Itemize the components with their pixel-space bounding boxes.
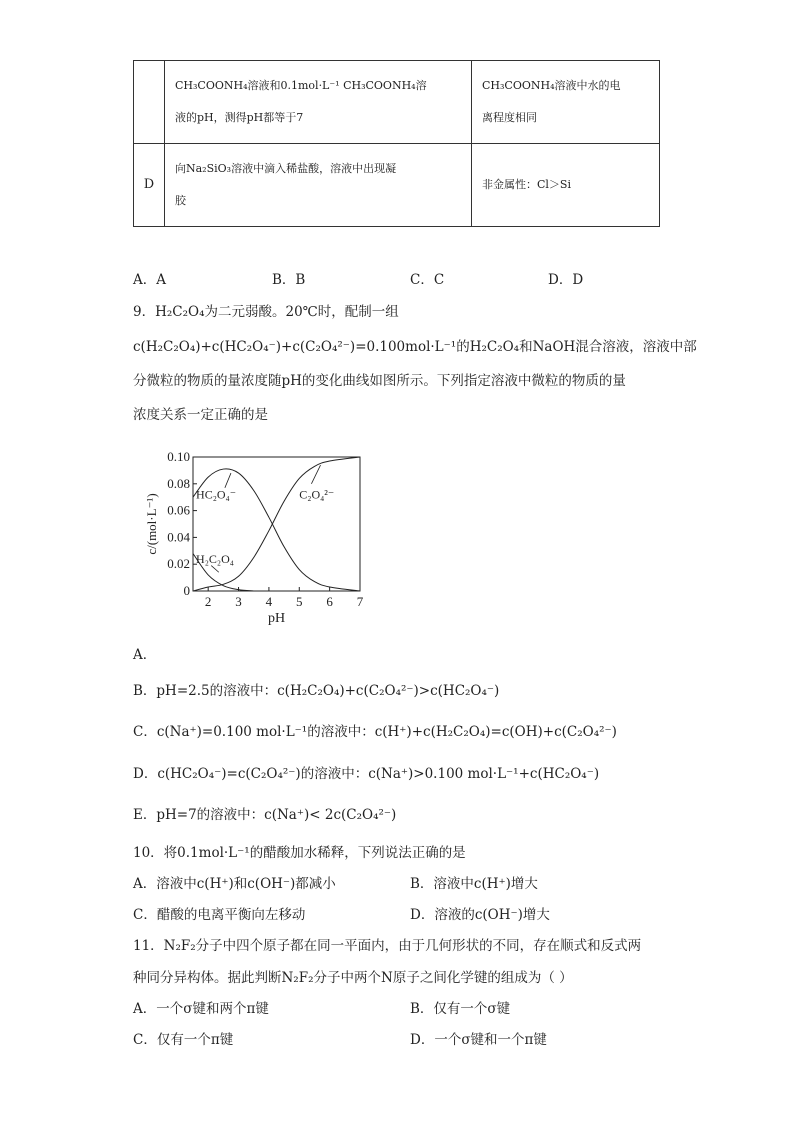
q11-option-c: C．仅有一个π键 <box>133 1032 234 1048</box>
row-label-cell: D <box>134 144 165 227</box>
q10-option-c: C．醋酸的电离平衡向左移动 <box>133 907 306 923</box>
q9-stem-line4: 浓度关系一定正确的是 <box>133 407 268 423</box>
experiment-table <box>133 60 660 227</box>
series-c2o4-curve <box>193 457 360 591</box>
q9-stem-line1: 9．H₂C₂O₄为二元弱酸。20℃时，配制一组 <box>133 304 399 320</box>
y-tick-label: 0.02 <box>167 556 190 572</box>
q9-stem-line3: 分微粒的物质的量浓度随pH的变化曲线如图所示。下列指定溶液中微粒的物质的量 <box>133 373 626 389</box>
q9-stem-line2: c(H₂C₂O₄)+c(HC₂O₄⁻)+c(C₂O₄²⁻)=0.100mol·L⁻¹的H₂C₂O₄和NaOH混合溶液，溶液中部 <box>133 339 697 355</box>
q9-option-e: E．pH=7的溶液中：c(Na⁺)< 2c(C₂O₄²⁻) <box>133 807 397 823</box>
q8-option-b: B．B <box>272 272 306 288</box>
series-label-hc2o4-leader <box>225 473 231 488</box>
series-label-hc2o4: HC₂O₄⁻ <box>196 487 237 502</box>
q11-option-a: A．一个σ键和两个π键 <box>133 1001 269 1017</box>
y-tick-label: 0.04 <box>167 529 190 545</box>
conclusion-cell: CH₃COONH₄溶液中水的电 离程度相同 <box>472 61 660 144</box>
concentration-ph-chart <box>130 445 380 635</box>
q10-option-b: B．溶液中c(H⁺)增大 <box>410 876 538 892</box>
q8-option-c: C．C <box>410 272 445 288</box>
q11-stem-line2: 种同分异构体。据此判断N₂F₂分子中两个N原子之间化学键的组成为（ ） <box>133 970 573 986</box>
q10-option-a: A．溶液中c(H⁺)和c(OH⁻)都减小 <box>133 876 336 892</box>
x-axis-label: pH <box>267 611 286 626</box>
q11-stem-line1: 11．N₂F₂分子中四个原子都在同一平面内，由于几何形状的不同，存在顺式和反式两 <box>133 938 642 954</box>
q9-option-c: C．c(Na⁺)=0.100 mol·L⁻¹的溶液中：c(H⁺)+c(H₂C₂O₄)=c(OH)+c(C₂O₄²⁻) <box>133 724 617 740</box>
conclusion-cell: 非金属性：Cl＞Si <box>472 144 660 227</box>
q11-option-b: B．仅有一个σ键 <box>410 1001 511 1017</box>
x-tick-label: 2 <box>204 594 212 609</box>
x-tick-label: 4 <box>265 594 273 609</box>
y-axis-label: c/(mol·L⁻¹) <box>144 493 159 555</box>
row-label-cell <box>134 61 165 144</box>
q8-option-d: D．D <box>548 272 584 288</box>
q8-option-a: A．A <box>133 272 166 288</box>
q10-stem: 10．将0.1mol·L⁻¹的醋酸加水稀释，下列说法正确的是 <box>133 845 466 861</box>
q9-option-b: B．pH=2.5的溶液中：c(H₂C₂O₄)+c(C₂O₄²⁻)>c(HC₂O₄⁻) <box>133 683 500 699</box>
series-label-c2o4: C₂O₄²⁻ <box>299 487 335 502</box>
plot-frame <box>193 457 360 591</box>
x-tick-label: 3 <box>235 594 242 609</box>
x-tick-label: 6 <box>326 594 333 609</box>
q10-option-d: D．溶液的c(OH⁻)增大 <box>410 907 550 923</box>
series-label-h2c2o4: H₂C₂O₄ <box>196 551 234 566</box>
y-tick-label: 0.08 <box>167 475 190 491</box>
experiment-cell: CH₃COONH₄溶液和0.1mol·L⁻¹ CH₃COONH₄溶 液的pH，测得pH都等于7 <box>165 61 472 144</box>
x-tick-label: 5 <box>296 594 303 609</box>
q9-option-d: D．c(HC₂O₄⁻)=c(C₂O₄²⁻)的溶液中：c(Na⁺)>0.100 mol·L⁻¹+c(HC₂O₄⁻) <box>133 766 600 782</box>
x-tick-label: 7 <box>356 594 364 609</box>
y-tick-label: 0.06 <box>167 502 190 518</box>
q11-option-d: D．一个σ键和一个π键 <box>410 1032 547 1048</box>
y-tick-label: 0 <box>183 583 190 598</box>
q9-option-a: A． <box>133 647 157 663</box>
y-tick-label: 0.10 <box>167 449 190 464</box>
experiment-cell: 向Na₂SiO₃溶液中滴入稀盐酸，溶液中出现凝 胶 <box>165 144 472 227</box>
series-label-h2c2o4-leader <box>211 566 219 573</box>
